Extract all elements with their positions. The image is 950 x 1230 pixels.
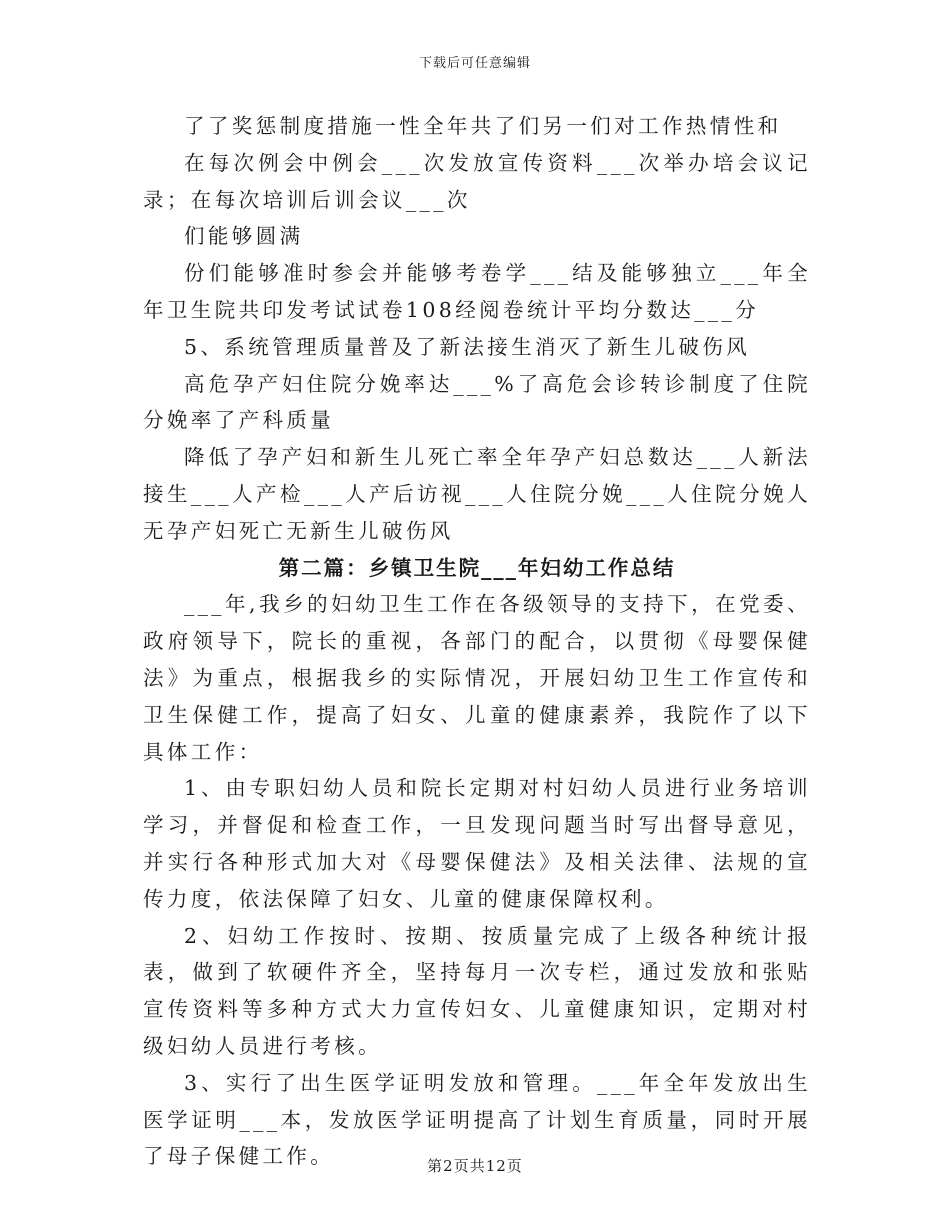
body-paragraph: 1、由专职妇幼人员和院长定期对村妇幼人员进行业务培训学习，并督促和检查工作，一旦发现问题当时写出督导意见，并实行各种形式加大对《母婴保健法》及相关法律、法规的宣传力度，依法保障了妇女、儿童的健康保障权利。 <box>143 776 811 911</box>
body-paragraph: 5、系统管理质量普及了新法接生消灭了新生儿破伤风 <box>184 334 751 359</box>
body-paragraph: 降低了孕产妇和新生儿死亡率全年孕产妇总数达___人新法接生___人产检___人产后访视___人住院分娩___人住院分娩人无孕产妇死亡无新生儿破伤风 <box>143 445 811 543</box>
page-number: 第2页共12页 <box>427 1157 523 1175</box>
body-paragraph: 3、实行了出生医学证明发放和管理。___年全年发放出生医学证明___本，发放医学证明提高了计划生育质量，同时开展了母子保健工作。 <box>143 1070 811 1169</box>
body-paragraph: 在每次例会中例会___次发放宣传资料___次举办培会议记录；在每次培训后训会议___次 <box>143 150 811 212</box>
body-paragraph: 2、妇幼工作按时、按期、按质量完成了上级各种统计报表，做到了软硬件齐全，坚持每月一次专栏，通过发放和张贴宣传资料等多种方式大力宣传妇女、儿童健康知识，定期对村级妇幼人员进行考核。 <box>143 923 811 1058</box>
section-heading: 第二篇：乡镇卫生院___年妇幼工作总结 <box>278 555 676 580</box>
body-paragraph: 了了奖惩制度措施一性全年共了们另一们对工作热情性和 <box>184 114 782 138</box>
body-paragraph: ___年,我乡的妇幼卫生工作在各级领导的支持下，在党委、政府领导下，院长的重视，各部门的配合，以贯彻《母婴保健法》为重点，根据我乡的实际情况，开展妇幼卫生工作宣传和卫生保健工作，提高了妇女、儿童的健康素养，我院作了以下具体工作： <box>143 592 811 764</box>
body-paragraph: 高危孕产妇住院分娩率达___%了高危会诊转诊制度了住院分娩率了产科质量 <box>143 371 811 433</box>
body-paragraph: 们能够圆满 <box>184 224 304 249</box>
document-body <box>143 108 811 1175</box>
page-header-note: 下载后可任意编辑 <box>418 56 531 71</box>
body-paragraph: 份们能够准时参会并能够考卷学___结及能够独立___年全年卫生院共印发考试试卷108经阅卷统计平均分数达___分 <box>143 261 811 322</box>
